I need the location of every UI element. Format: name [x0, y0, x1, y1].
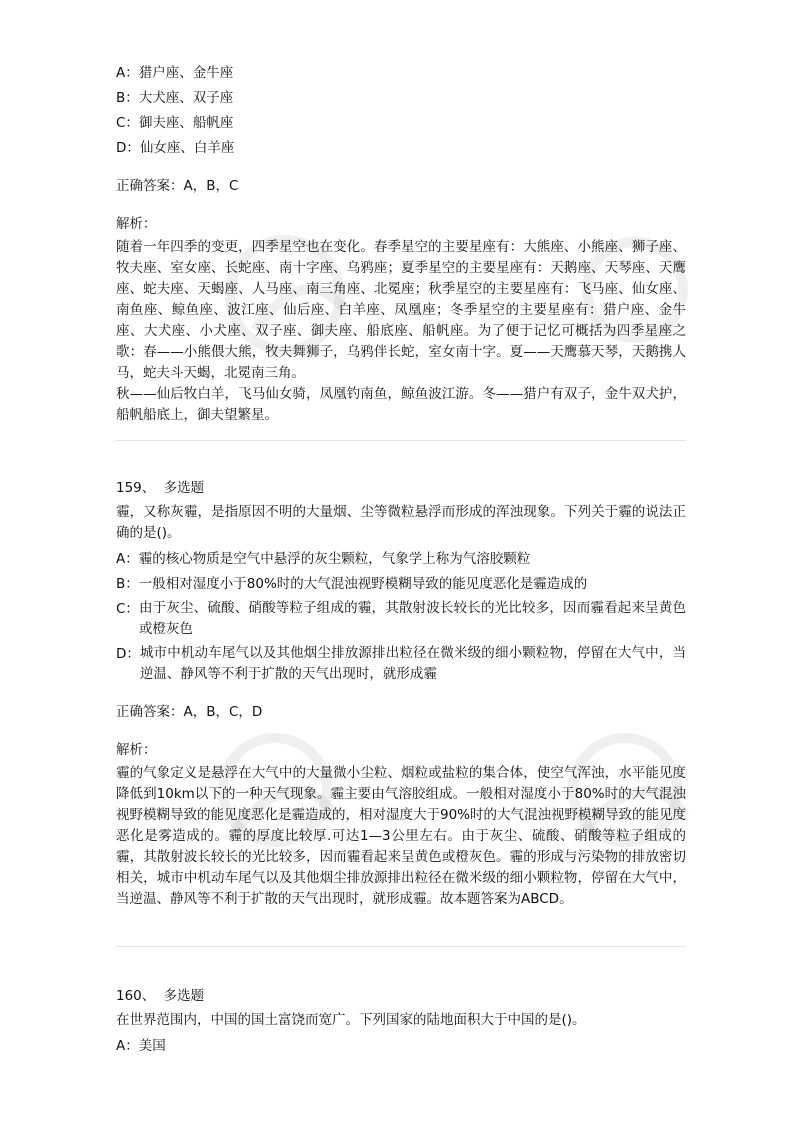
option-b [116, 87, 686, 109]
analysis-text-continued: 秋——仙后牧白羊，飞马仙女骑，凤凰钓南鱼，鲸鱼波江游。冬——猎户有双子，金牛双犬护，船帆船底上，御夫望繁星。 [116, 386, 686, 423]
answer-line [116, 701, 686, 723]
option-key: A： [116, 1038, 139, 1054]
analysis-text: 随着一年四季的变更，四季星空也在变化。春季星空的主要星座有：大熊座、小熊座、狮子座、牧夫座、室女座、长蛇座、南十字座、乌鸦座；夏季星空的主要星座有：天鹅座、天琴座、天鹰座、蛇夫座、天蝎座、人马座、南三角座、北冕座；秋季星空的主要星座有：飞马座、仙女座、南鱼座、鲸鱼座、波江座、仙后座、白羊座、凤凰座；冬季星空的主要星座有：猎户座、金牛座、大犬座、小犬座、双子座、御夫座、船底座、船帆座。为了便于记忆可概括为四季星座之歌：春——小熊偎大熊，牧夫舞狮子，乌鸦伴长蛇，室女南十字。夏——天鹰慕天琴，天鹅携人马，蛇夫斗天蝎，北冕南三角。 [116, 239, 686, 381]
option-key: A： [116, 65, 139, 81]
option-key: C： [116, 115, 139, 131]
option-c [116, 112, 686, 134]
option-b [116, 573, 686, 595]
question-type: 多选题 [163, 988, 205, 1004]
option-key: A： [116, 551, 139, 567]
separator [116, 440, 686, 441]
separator [116, 946, 686, 947]
answer-label: 正确答案： [116, 178, 184, 194]
answer-label: 正确答案： [116, 704, 184, 720]
option-key: D： [116, 646, 140, 662]
option-text: 城市中机动车尾气以及其他烟尘排放源排出粒径在微米级的细小颗粒物，停留在大气中，当逆温、静风等不利于扩散的天气出现时，就形成霾 [139, 645, 686, 682]
option-text: 霾的核心物质是空气中悬浮的灰尘颗粒，气象学上称为气溶胶颗粒 [138, 551, 531, 567]
question-160 [116, 985, 686, 1057]
option-key: B： [116, 90, 139, 106]
question-header [116, 985, 686, 1007]
analysis-label: 解析： [116, 216, 157, 232]
question-type: 多选题 [163, 480, 205, 496]
question-number: 160、 [116, 988, 156, 1004]
answer-line [116, 175, 686, 197]
answer-value: A，B，C [183, 178, 239, 194]
option-text: 美国 [138, 1038, 166, 1054]
option-text: 御夫座、船帆座 [138, 115, 234, 131]
question-number: 159、 [116, 480, 156, 496]
question-159 [116, 477, 686, 910]
option-text: 由于灰尘、硫酸、硝酸等粒子组成的霾，其散射波长较长的光比较多，因而霾看起来呈黄色或橙灰色 [138, 600, 686, 637]
question-stem: 在世界范围内，中国的国土富饶而宽广。下列国家的陆地面积大于中国的是()。 [116, 1012, 586, 1028]
analysis-label: 解析： [116, 742, 157, 758]
question-stem: 霾，又称灰霾，是指原因不明的大量烟、尘等微粒悬浮而形成的浑浊现象。下列关于霾的说法正确的是()。 [116, 504, 686, 541]
option-text: 大犬座、双子座 [138, 90, 234, 106]
option-text: 一般相对湿度小于80%时的大气混浊视野模糊导致的能见度恶化是霾造成的 [138, 576, 588, 592]
option-d [116, 137, 686, 159]
option-key: D： [116, 140, 140, 156]
question-header [116, 477, 686, 499]
option-key: C： [116, 601, 139, 617]
question-158 [116, 62, 686, 426]
option-c [116, 598, 686, 640]
option-a [116, 548, 686, 570]
option-key: B： [116, 576, 139, 592]
option-a [116, 62, 686, 84]
option-text: 仙女座、白羊座 [139, 140, 235, 156]
option-a [116, 1035, 686, 1057]
answer-value: A，B，C，D [183, 704, 263, 720]
option-text: 猎户座、金牛座 [138, 65, 234, 81]
option-d [116, 643, 686, 685]
analysis-text: 霾的气象定义是悬浮在大气中的大量微小尘粒、烟粒或盐粒的集合体，使空气浑浊，水平能见度降低到10km以下的一种天气现象。霾主要由气溶胶组成。一般相对湿度小于80%时的大气混浊视野模糊导致的能见度恶化是霾造成的，相对湿度大于90%时的大气混浊视野模糊导致的能见度恶化是雾造成的。霾的厚度比较厚.可达1—3公里左右。由于灰尘、硫酸、硝酸等粒子组成的霾，其散射波长较长的光比较多，因而霾看起来呈黄色或橙灰色。霾的形成与污染物的排放密切相关，城市中机动车尾气以及其他烟尘排放源排出粒径在微米级的细小颗粒物，停留在大气中，当逆温、静风等不利于扩散的天气出现时，就形成霾。故本题答案为ABCD。 [116, 765, 687, 907]
